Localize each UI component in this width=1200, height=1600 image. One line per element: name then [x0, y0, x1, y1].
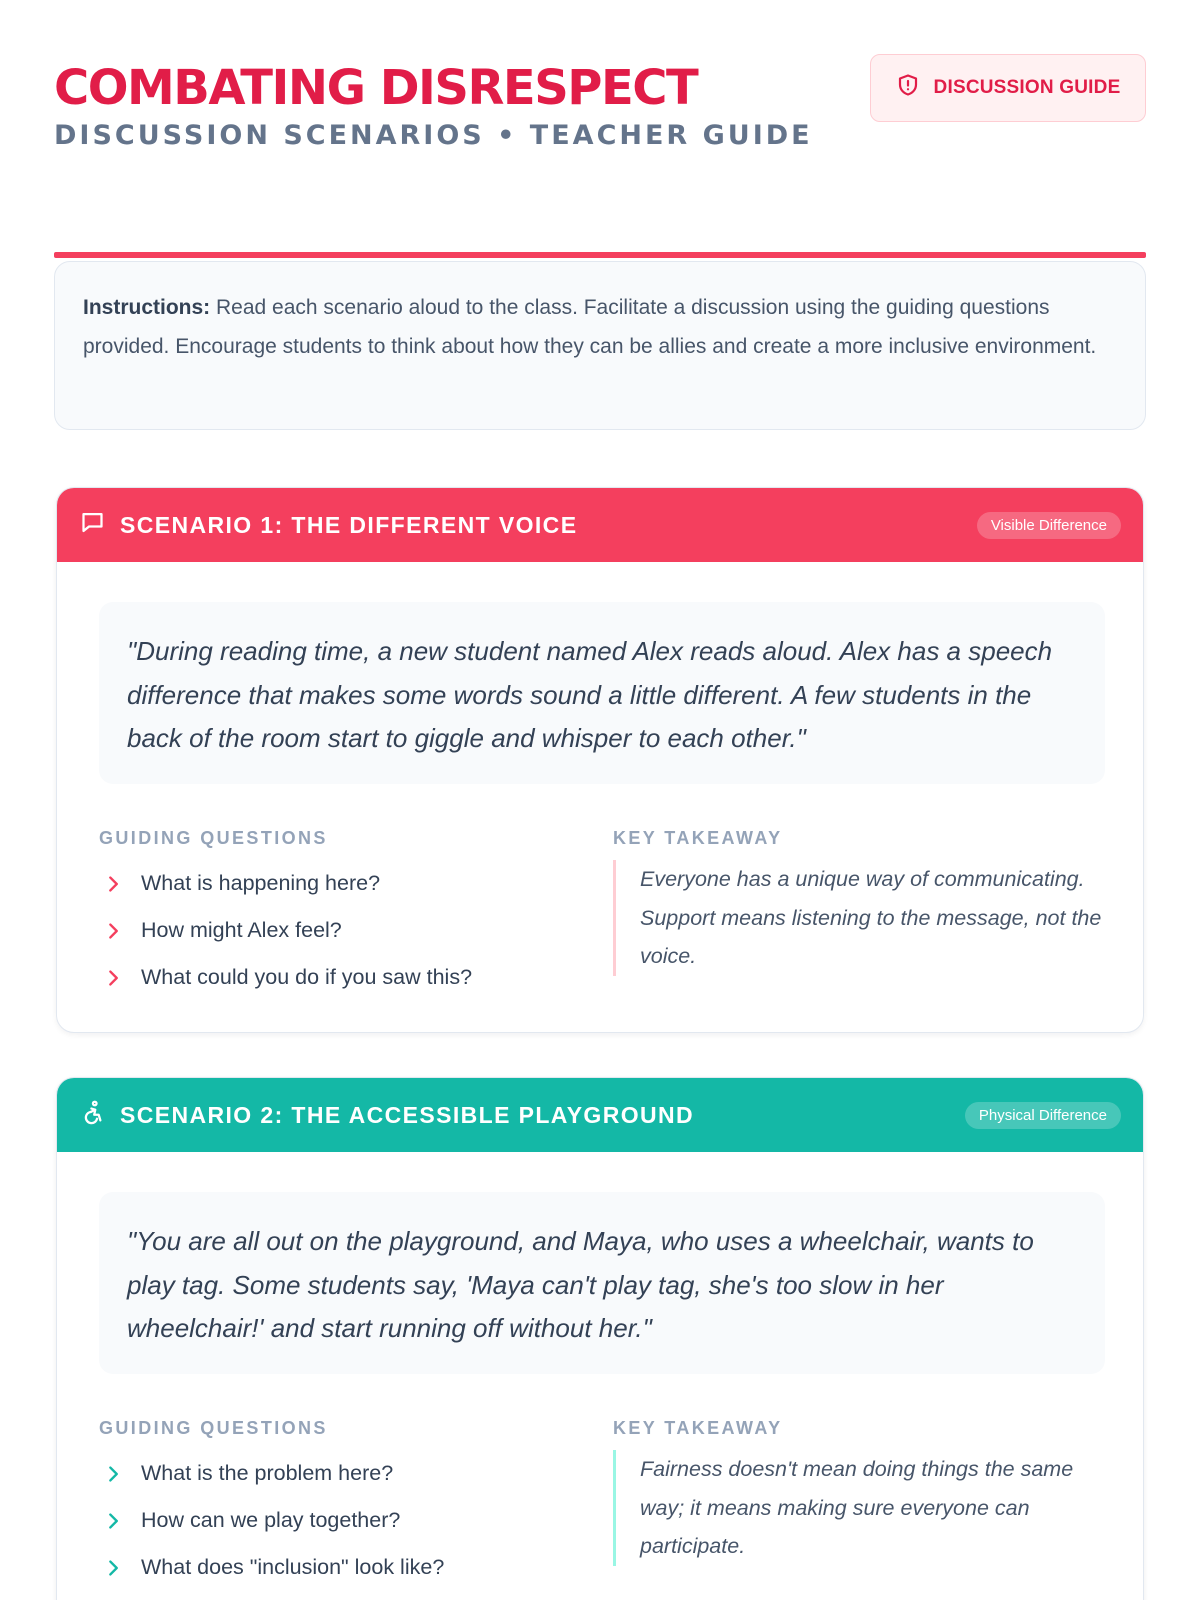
scenario-quote: "During reading time, a new student named Alex reads aloud. Alex has a speech difference that makes some words sound a little different. A few students in the back of the room start to giggle and whisper to each other."	[99, 602, 1105, 784]
key-takeaway-label: KEY TAKEAWAY	[613, 1418, 783, 1438]
scenario-quote: "You are all out on the playground, and Maya, who uses a wheelchair, wants to play tag. Some students say, 'Maya can't play tag, she's too slow in her wheelchair!' and start running off without her."	[99, 1192, 1105, 1374]
accessibility-icon	[79, 1099, 106, 1131]
list-item	[99, 860, 579, 907]
list-item	[99, 1544, 579, 1591]
instructions-text: Read each scenario aloud to the class. Facilitate a discussion using the guiding questions provided. Encourage students to think about how they can be allies and create a more inclusive environment.	[83, 296, 1097, 358]
guiding-questions-list	[99, 860, 579, 1001]
page-subtitle: DISCUSSION SCENARIOS • TEACHER GUIDE	[54, 120, 813, 151]
guiding-questions-label: GUIDING QUESTIONS	[99, 1418, 328, 1438]
list-item	[99, 907, 579, 954]
page-header	[54, 52, 1146, 212]
chevron-right-icon	[103, 873, 125, 895]
discussion-guide-badge	[870, 54, 1146, 122]
scenario-tag: Visible Difference	[977, 512, 1121, 539]
chevron-right-icon	[103, 967, 125, 989]
header-divider	[54, 252, 1146, 258]
chevron-right-icon	[103, 1463, 125, 1485]
question-text: What does "inclusion" look like?	[141, 1555, 445, 1579]
question-text: What could you do if you saw this?	[141, 965, 473, 989]
chevron-right-icon	[103, 1557, 125, 1579]
scenario-tag: Physical Difference	[965, 1102, 1121, 1129]
scenario-header	[57, 1078, 1143, 1152]
scenario-card-2	[56, 1077, 1144, 1600]
guiding-questions-label: GUIDING QUESTIONS	[99, 828, 328, 848]
key-takeaway-text: Fairness doesn't mean doing things the same way; it means making sure everyone can participate.	[613, 1450, 1103, 1566]
list-item	[99, 1497, 579, 1544]
scenario-title: SCENARIO 2: THE ACCESSIBLE PLAYGROUND	[120, 1101, 695, 1128]
scenario-title: SCENARIO 1: THE DIFFERENT VOICE	[120, 511, 578, 538]
key-takeaway-text: Everyone has a unique way of communicating. Support means listening to the message, not the voice.	[613, 860, 1103, 976]
badge-label: DISCUSSION GUIDE	[933, 77, 1121, 98]
question-text: How can we play together?	[141, 1508, 401, 1532]
list-item	[99, 954, 579, 1001]
question-text: What is happening here?	[141, 871, 381, 895]
question-text: How might Alex feel?	[141, 918, 342, 942]
instructions-label: Instructions:	[83, 296, 211, 319]
key-takeaway-label: KEY TAKEAWAY	[613, 828, 783, 848]
instructions-box	[54, 261, 1146, 430]
scenario-card-1	[56, 487, 1144, 1033]
guiding-questions-list	[99, 1450, 579, 1591]
question-text: What is the problem here?	[141, 1461, 394, 1485]
chat-bubble-icon	[79, 509, 106, 541]
page-title: COMBATING DISRESPECT	[54, 60, 698, 116]
scenario-header	[57, 488, 1143, 562]
list-item	[99, 1450, 579, 1497]
shield-alert-icon	[896, 73, 920, 103]
chevron-right-icon	[103, 920, 125, 942]
chevron-right-icon	[103, 1510, 125, 1532]
